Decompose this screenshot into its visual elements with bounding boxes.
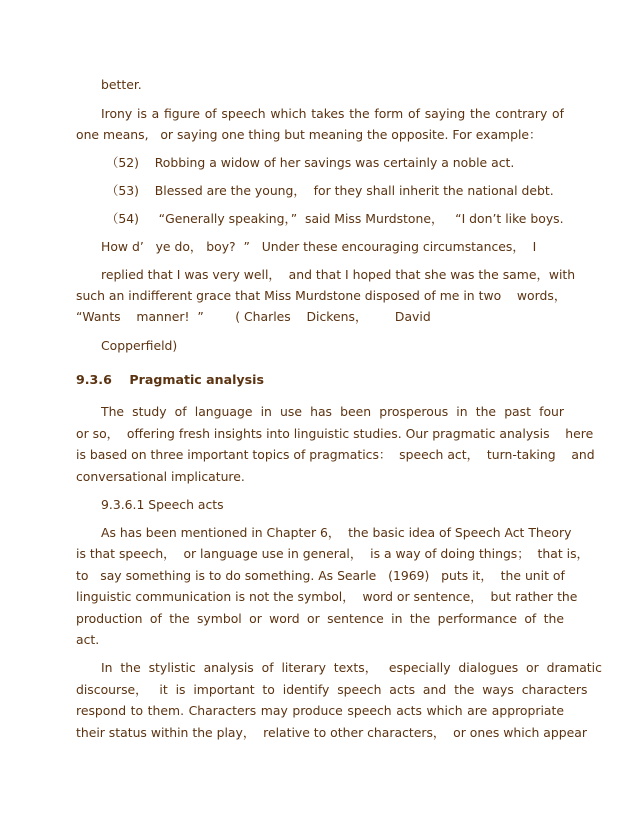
paragraph-pragmatic-line-2: or so， offering fresh insights into linguistic studies. Our pragmatic analysis here (76, 426, 594, 441)
text-line-better: better. (101, 77, 142, 92)
paragraph-stylistic-line-2: discourse， it is important to identify speech acts and the ways characters (76, 682, 588, 697)
paragraph-stylistic-line-3: respond to them. Characters may produce speech acts which are appropriate (76, 703, 564, 718)
paragraph-speech-act-line-4: linguistic communication is not the symbol， word or sentence， but rather the (76, 589, 578, 604)
example-53: （53) Blessed are the young， for they shall inherit the national debt. (106, 183, 554, 198)
example-54-line-3: replied that I was very well， and that I hoped that she was the same，with (101, 267, 576, 282)
paragraph-speech-act-line-1: As has been mentioned in Chapter 6， the basic idea of Speech Act Theory (101, 525, 572, 540)
paragraph-speech-act-line-5: production of the symbol or word or sentence in the performance of the (76, 611, 564, 626)
example-54-line-4: such an indifferent grace that Miss Murdstone disposed of me in two words， (76, 288, 567, 303)
paragraph-irony-line-2: one means, or saying one thing but meaning the opposite. For example： (76, 127, 542, 142)
paragraph-speech-act-line-2: is that speech， or language use in general， is a way of doing things； that is， (76, 546, 589, 561)
paragraph-irony-line-1: Irony is a figure of speech which takes the form of saying the contrary of (101, 106, 564, 121)
paragraph-pragmatic-line-1: The study of language in use has been prosperous in the past four (101, 404, 564, 419)
paragraph-pragmatic-line-4: conversational implicature. (76, 469, 245, 484)
subsection-heading-speech-acts: 9.3.6.1 Speech acts (101, 497, 224, 512)
paragraph-stylistic-line-1: In the stylistic analysis of literary texts， especially dialogues or dramatic (101, 660, 602, 675)
paragraph-speech-act-line-3: to say something is to do something. As Searle (1969) puts it， the unit of (76, 568, 565, 583)
example-54-line-2: How d’ ye do， boy? ” Under these encouraging circumstances， I (101, 239, 537, 254)
paragraph-pragmatic-line-3: is based on three important topics of pragmatics： speech act， turn-taking and (76, 447, 595, 462)
example-54-line-1: （54) “Generally speaking，” said Miss Murdstone， “I don’t like boys. (106, 211, 564, 226)
example-52: （52) Robbing a widow of her savings was certainly a noble act. (106, 155, 515, 170)
example-54-citation: Copperfield) (101, 338, 178, 353)
example-54-line-5: “Wants manner! ” ( Charles Dickens， David (76, 309, 431, 324)
section-heading-pragmatic-analysis: 9.3.6 Pragmatic analysis (76, 372, 264, 387)
paragraph-speech-act-line-6: act. (76, 632, 100, 647)
paragraph-stylistic-line-4: their status within the play， relative to other characters， or ones which appear (76, 725, 587, 740)
